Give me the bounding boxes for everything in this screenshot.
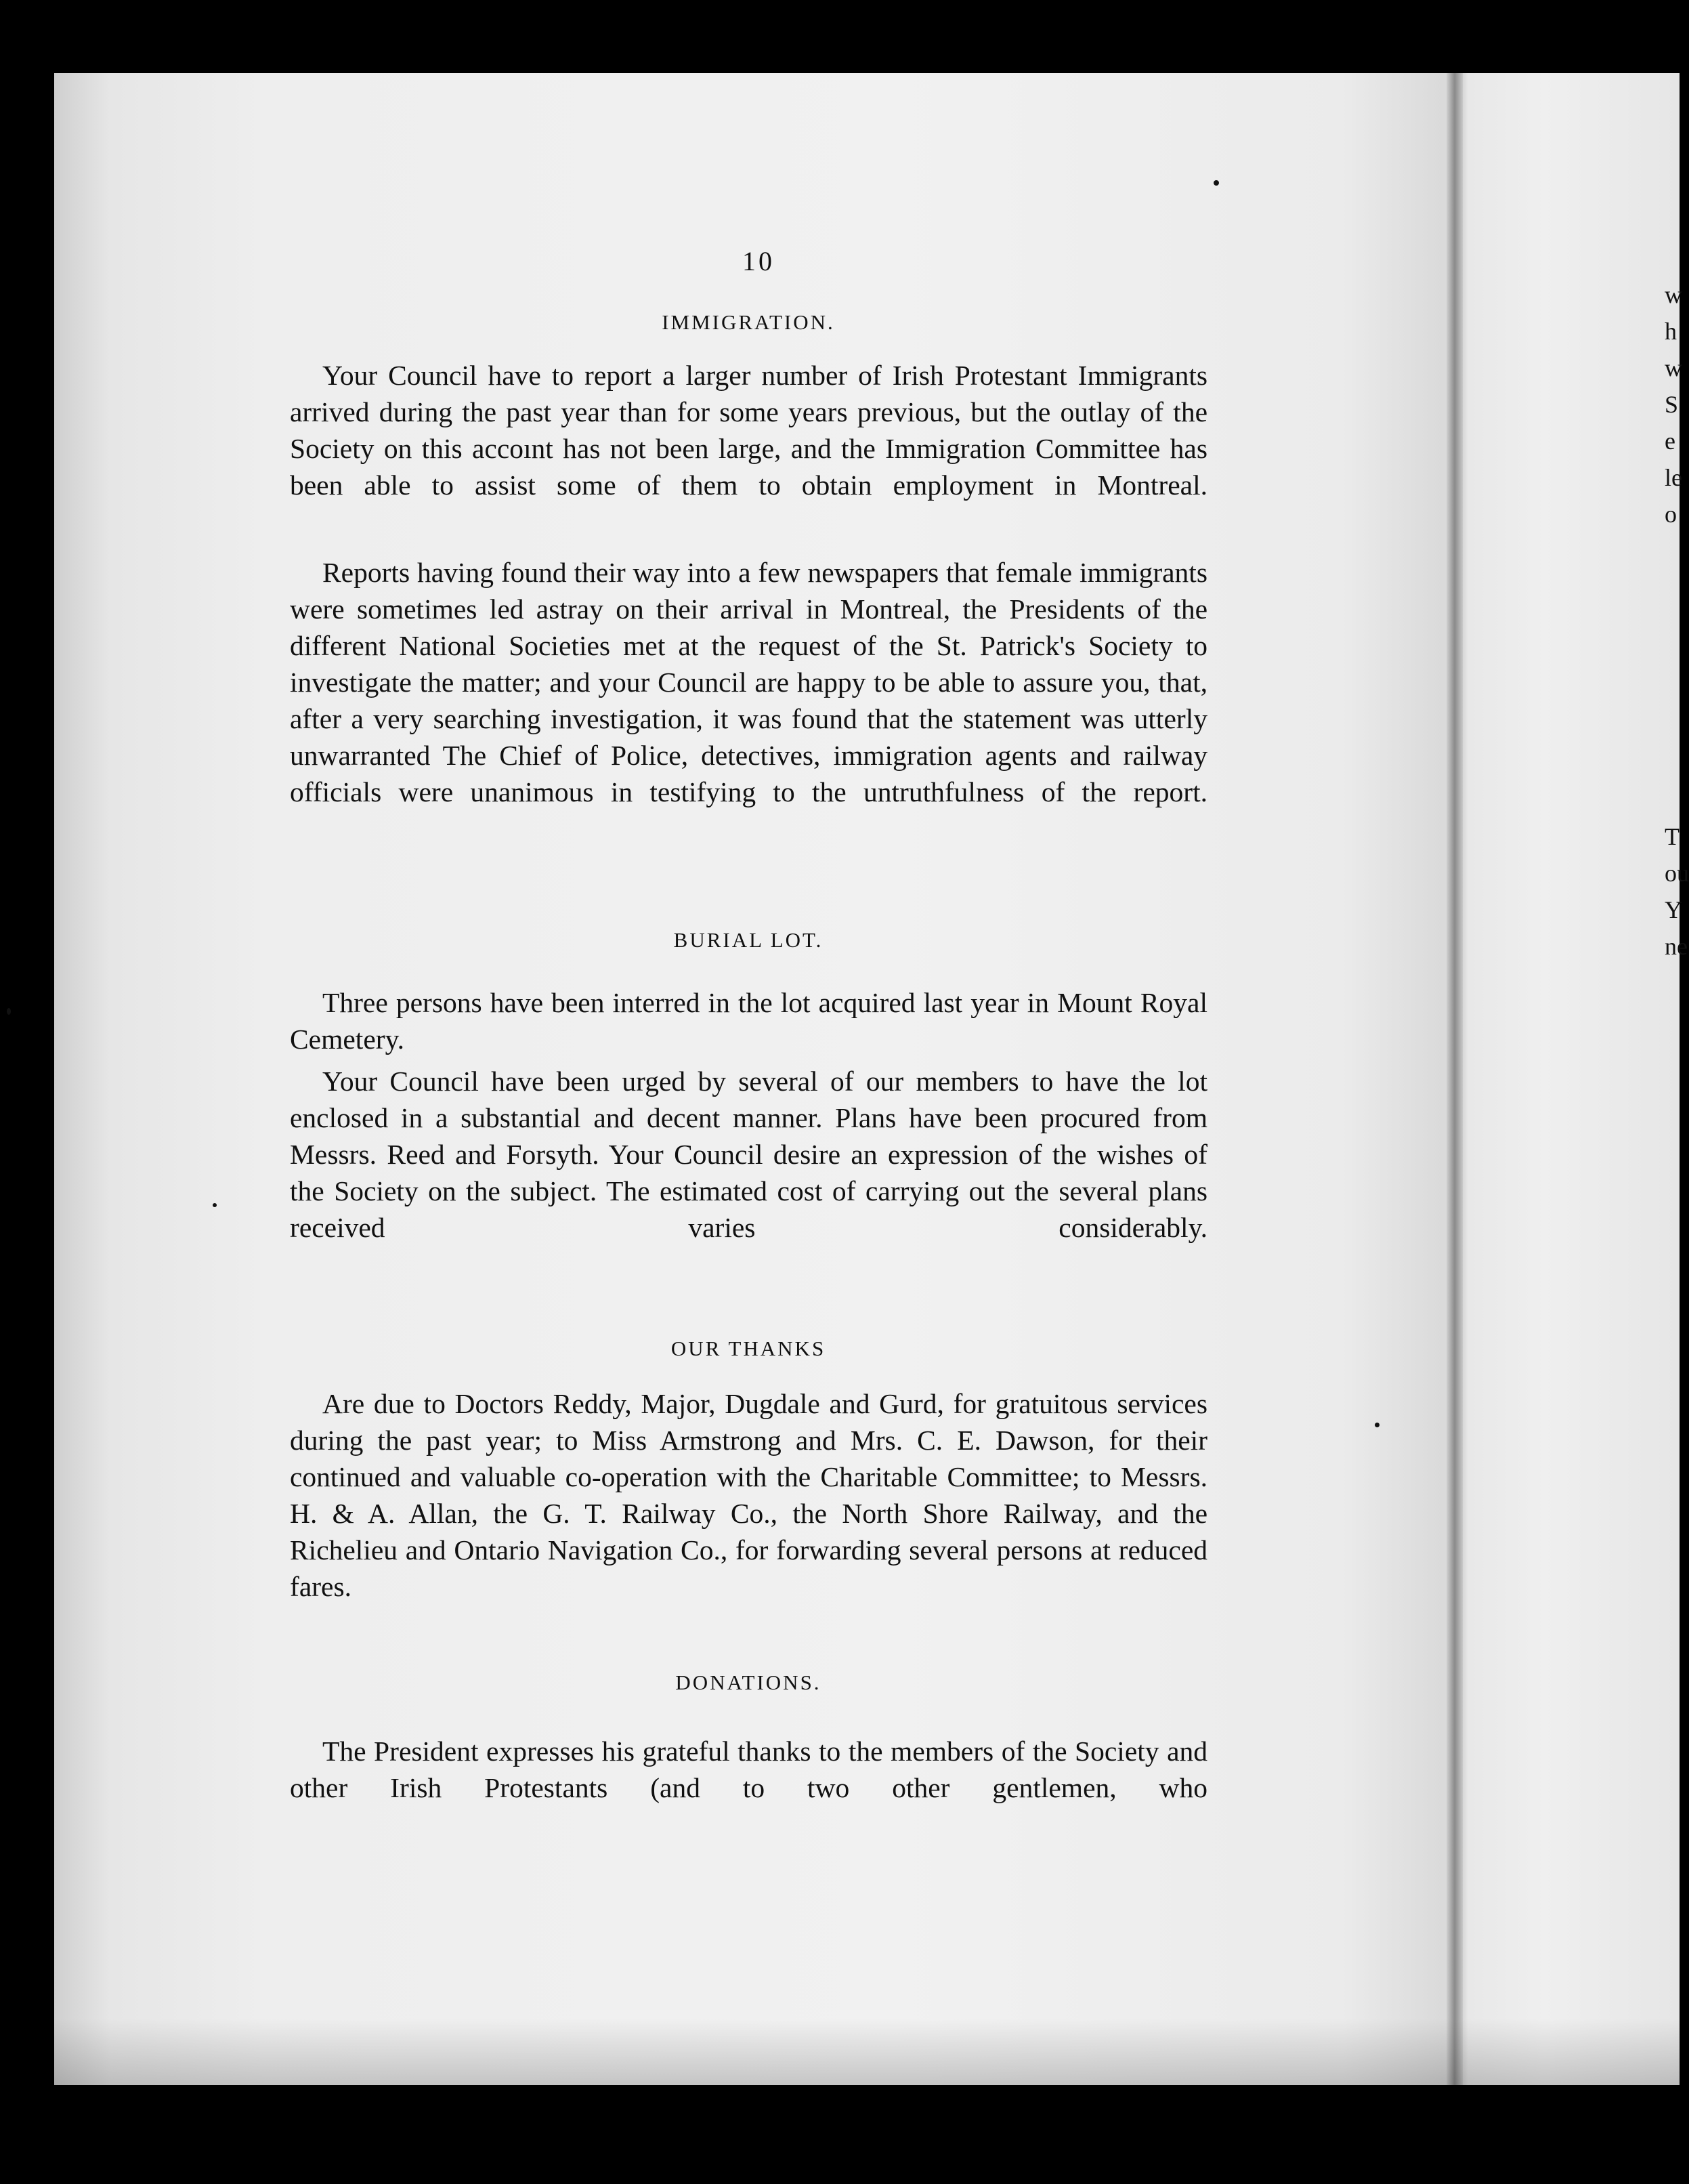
section-heading-burial-lot: BURIAL LOT. <box>673 928 824 952</box>
paragraph-immigration-2: Reports having found their way into a few newspapers that female immigrants were sometimes led astray on their arrival in Montreal, the Presidents of the different National Societies met at the request of the St. Patrick's Society to investigate the matter; and your Council are happy to be able to assure you, that, after a very searching investigation, it was found that the statement was utterly unwarranted The Chief of Police, detectives, immigration agents and railway officials were unanimous in testifying to the untruthfulness of the report. <box>290 557 1207 807</box>
facing-page-letter: T <box>1665 823 1680 850</box>
paragraph-burial-2: Your Council have been urged by several of our members to have the lot enclosed in a substantial and decent manner. Plans have been procured from Messrs. Reed and Forsyth. Your Council desire an expression of the wishes of the Society on the subject. The estimated cost of carrying out the several plans received varies considerably. <box>290 1066 1207 1243</box>
facing-page-fragment-bottom <box>1665 818 1689 965</box>
facing-page-letter: w <box>1665 281 1682 308</box>
facing-page-letter: le <box>1665 464 1682 491</box>
page-gutter <box>1447 73 1463 2085</box>
facing-page-letter: ou <box>1665 860 1689 887</box>
scan-speck <box>213 1203 217 1207</box>
section-heading-donations: DONATIONS. <box>675 1671 821 1694</box>
facing-page-letter: o <box>1665 501 1677 528</box>
page-bottom-shadow <box>54 2019 1680 2085</box>
paragraph-burial-1: Three persons have been interred in the lot acquired last year in Mount Royal Cemetery. <box>290 987 1207 1055</box>
paragraph-thanks-1: Are due to Doctors Reddy, Major, Dugdale and Gurd, for gratuitous services during the past year; to Miss Armstrong and Mrs. C. E. Dawson, for their continued and valuable co-operation with the Charitable Committee; to Messrs. H. & A. Allan, the G. T. Railway Co., the North Shore Railway, and the Richelieu and Ontario Navigation Co., for forwarding several persons at reduced fares. <box>290 1388 1207 1602</box>
facing-page-letter: ne <box>1665 933 1688 960</box>
page-number: 10 <box>742 246 775 276</box>
facing-page-letter: h <box>1665 318 1677 345</box>
scan-speck <box>7 1008 11 1015</box>
book-page-right <box>1455 73 1680 2085</box>
facing-page-letter: e <box>1665 427 1675 455</box>
facing-page-letter: w <box>1665 354 1682 381</box>
paragraph-donations-1: The President expresses his grateful thanks to the members of the Society and other Irish Protestants (and to two other gentlemen, who <box>290 1736 1207 1803</box>
facing-page-fragment-top <box>1665 276 1682 532</box>
facing-page-letter: Y <box>1665 896 1682 923</box>
facing-page-letter: S <box>1665 391 1679 418</box>
section-heading-our-thanks: OUR THANKS <box>670 1337 826 1360</box>
section-heading-immigration: IMMIGRATION. <box>662 310 835 334</box>
scan-speck <box>1214 180 1219 186</box>
paragraph-immigration-1: Your Council have to report a larger number of Irish Protestant Immigrants arrived during the past year than for some years previous, but the outlay of the Society on this accoınt has not been large, and the Immigration Committee has been able to assist some of them to obtain employment in Montreal. <box>290 360 1207 501</box>
scan-speck <box>1375 1423 1380 1427</box>
